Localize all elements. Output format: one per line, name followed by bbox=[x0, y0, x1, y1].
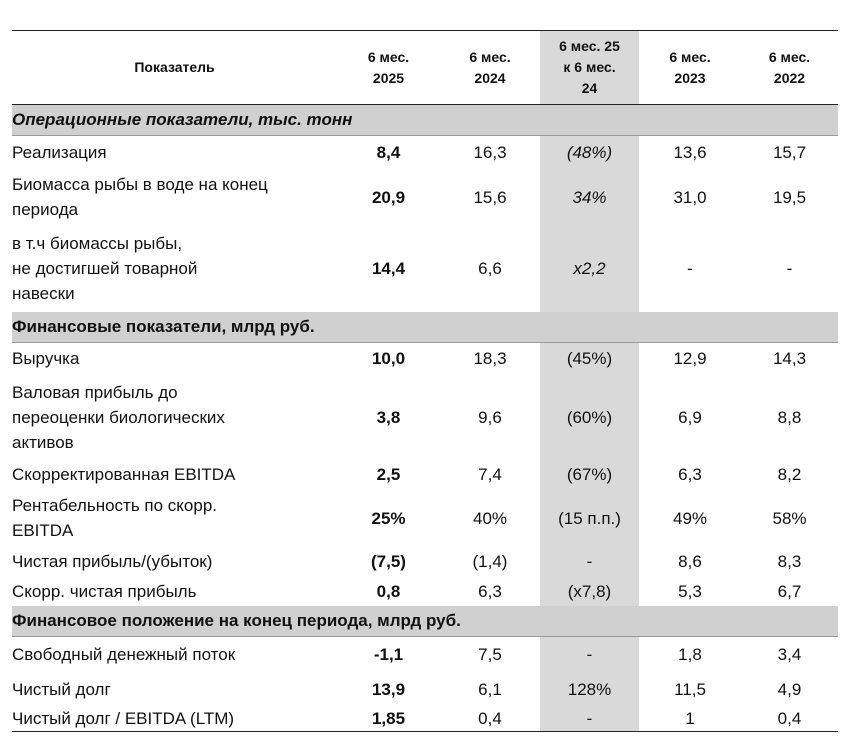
cell-2023: 1 bbox=[639, 706, 741, 732]
row-label: Биомасса рыбы в воде на конец периода bbox=[12, 175, 268, 219]
financial-results-table bbox=[12, 30, 838, 732]
cell-2025: 10,0 bbox=[371, 349, 406, 369]
cell-2025: (7,5) bbox=[371, 551, 406, 571]
table-row bbox=[12, 342, 838, 375]
cell-2022: 0,4 bbox=[741, 706, 838, 732]
header-indicator: Показатель bbox=[12, 31, 337, 105]
cell-2025: 14,4 bbox=[371, 259, 406, 278]
table-row bbox=[12, 459, 838, 490]
row-label: Чистый долг / EBITDA (LTM) bbox=[12, 706, 337, 732]
cell-change: - bbox=[540, 637, 639, 673]
cell-change: (45%) bbox=[540, 342, 639, 375]
cell-2022: 8,3 bbox=[777, 551, 802, 571]
table-row bbox=[12, 375, 838, 459]
cell-2022: 8,8 bbox=[777, 407, 802, 427]
cell-2023: - bbox=[687, 259, 693, 278]
cell-change: 34% bbox=[540, 169, 639, 226]
cell-2023: 6,3 bbox=[678, 465, 702, 484]
section-financial bbox=[12, 312, 838, 343]
row-label: Рентабельность по скорр. EBITDA bbox=[12, 496, 218, 540]
table-row bbox=[12, 637, 838, 673]
header-6m-2023: 6 мес. 2023 bbox=[639, 31, 741, 105]
cell-change: (67%) bbox=[540, 459, 639, 490]
cell-change: (60%) bbox=[540, 375, 639, 459]
section-title: Финансовое положение на конец периода, млрд руб. bbox=[12, 606, 838, 637]
cell-change: (x7,8) bbox=[540, 576, 639, 606]
table-row bbox=[12, 136, 838, 169]
cell-2023: 6,9 bbox=[678, 407, 702, 427]
header-change: 6 мес. 25 к 6 мес. 24 bbox=[540, 31, 639, 105]
row-label: Скорректированная EBITDA bbox=[12, 465, 236, 484]
table-row bbox=[12, 576, 838, 606]
cell-2025: 20,9 bbox=[371, 187, 406, 207]
table-row bbox=[12, 226, 838, 312]
header-6m-2024: 6 мес. 2024 bbox=[440, 31, 540, 105]
table-row bbox=[12, 490, 838, 546]
table-row bbox=[12, 673, 838, 706]
row-label: Валовая прибыль до переоценки биологических активов bbox=[12, 382, 225, 452]
cell-2024: 16,3 bbox=[473, 142, 507, 162]
table-row bbox=[12, 546, 838, 576]
cell-2024: 6,6 bbox=[478, 259, 502, 278]
cell-2024: 6,3 bbox=[478, 581, 502, 601]
row-label: в т.ч биомассы рыбы, не достигшей товарной навески bbox=[12, 234, 198, 303]
cell-2022: 15,7 bbox=[772, 142, 807, 162]
table-row bbox=[12, 706, 838, 732]
cell-2023: 49% bbox=[672, 508, 708, 528]
cell-2024: 15,6 bbox=[473, 187, 507, 207]
cell-2023: 12,9 bbox=[673, 349, 707, 369]
cell-2024: 0,4 bbox=[440, 706, 540, 732]
cell-change: - bbox=[540, 706, 639, 732]
cell-change: (48%) bbox=[540, 136, 639, 169]
cell-2022: 58% bbox=[772, 508, 807, 528]
cell-2024: 7,4 bbox=[478, 465, 502, 484]
cell-2025: 25% bbox=[371, 508, 406, 528]
section-operational bbox=[12, 105, 838, 136]
section-title: Финансовые показатели, млрд руб. bbox=[12, 312, 838, 343]
row-label: Скорр. чистая прибыль bbox=[12, 581, 197, 601]
cell-2025: 1,85 bbox=[337, 706, 440, 732]
cell-2025: -1,1 bbox=[373, 645, 404, 665]
cell-2022: - bbox=[786, 259, 793, 278]
cell-change: - bbox=[540, 546, 639, 576]
row-label: Свободный денежный поток bbox=[12, 645, 236, 665]
header-6m-2022: 6 мес. 2022 bbox=[741, 31, 838, 105]
cell-2023: 13,6 bbox=[673, 142, 707, 162]
cell-2022: 4,9 bbox=[777, 679, 802, 699]
cell-2024: 18,3 bbox=[473, 349, 507, 369]
cell-change: x2,2 bbox=[540, 226, 639, 312]
cell-2022: 8,2 bbox=[777, 465, 802, 484]
row-label: Чистая прибыль/(убыток) bbox=[12, 551, 213, 571]
header-row bbox=[12, 31, 838, 105]
cell-2022: 14,3 bbox=[772, 349, 807, 369]
cell-change: (15 п.п.) bbox=[540, 490, 639, 546]
cell-2024: 40% bbox=[472, 508, 508, 528]
cell-2022: 6,7 bbox=[777, 581, 802, 601]
cell-2025: 0,8 bbox=[376, 581, 401, 601]
cell-2023: 1,8 bbox=[678, 645, 702, 665]
cell-2025: 2,5 bbox=[376, 465, 401, 484]
cell-2024: 9,6 bbox=[478, 407, 502, 427]
cell-2025: 3,8 bbox=[376, 407, 401, 427]
row-label: Реализация bbox=[12, 142, 107, 162]
cell-2023: 5,3 bbox=[678, 581, 702, 601]
cell-2022: 19,5 bbox=[772, 187, 807, 207]
cell-2024: 7,5 bbox=[478, 645, 502, 665]
row-label: Чистый долг bbox=[12, 679, 111, 699]
cell-change: 128% bbox=[540, 673, 639, 706]
cell-2025: 8,4 bbox=[376, 142, 401, 162]
cell-2023: 8,6 bbox=[678, 551, 702, 571]
cell-2022: 3,4 bbox=[777, 645, 802, 665]
row-label: Выручка bbox=[12, 349, 80, 369]
cell-2024: 6,1 bbox=[478, 679, 502, 699]
section-title: Операционные показатели, тыс. тонн bbox=[12, 105, 838, 136]
cell-2023: 31,0 bbox=[673, 187, 707, 207]
header-6m-2025: 6 мес. 2025 bbox=[337, 31, 440, 105]
cell-2023: 11,5 bbox=[674, 679, 706, 699]
section-financial-position bbox=[12, 606, 838, 637]
table-row bbox=[12, 169, 838, 226]
cell-2024: (1,4) bbox=[472, 551, 508, 571]
cell-2025: 13,9 bbox=[371, 679, 406, 699]
